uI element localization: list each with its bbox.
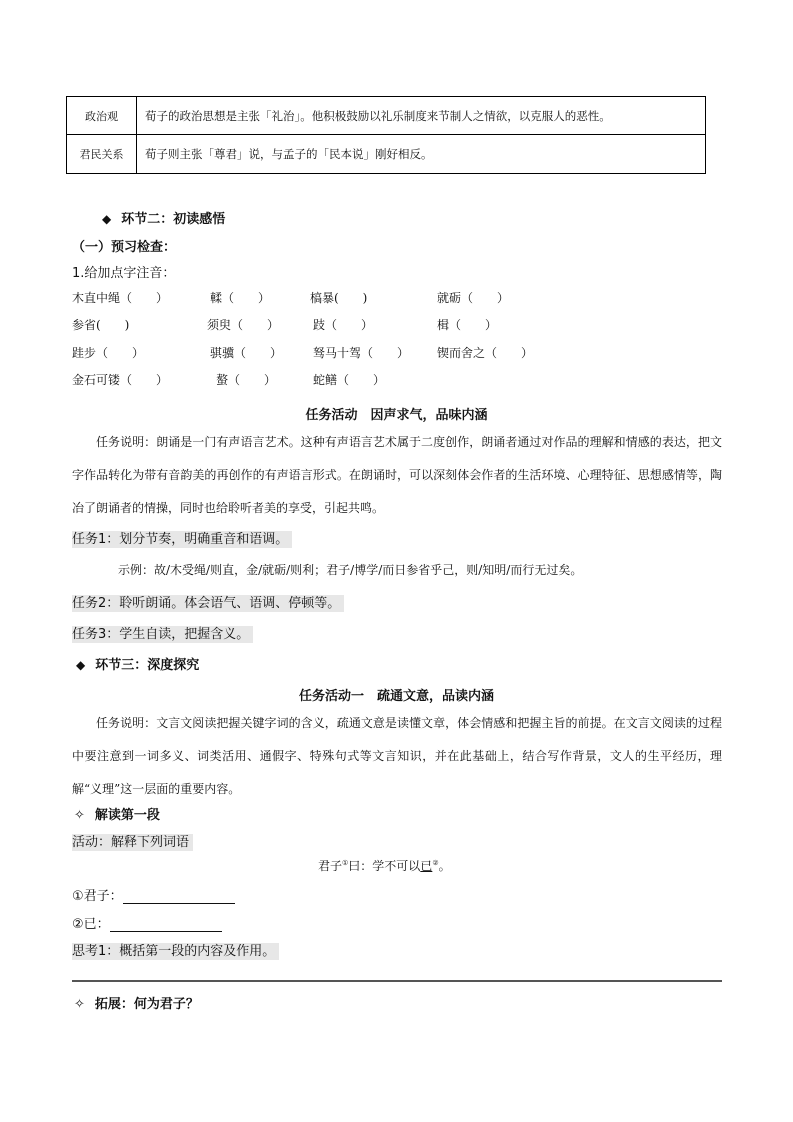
quote-part: 曰：学不可以 bbox=[348, 859, 421, 873]
section2-heading-line bbox=[102, 208, 225, 227]
item-1-label: ①君子： bbox=[72, 889, 123, 904]
pinyin-item: 楫（ ） bbox=[437, 318, 498, 332]
section2-sub: （一）预习检查： bbox=[72, 240, 177, 255]
table-cell-label: 政治观 bbox=[67, 97, 137, 134]
pinyin-item: 驽马十驾（ ） bbox=[313, 346, 410, 360]
pinyin-item: 螯（ ） bbox=[216, 373, 277, 387]
info-table bbox=[66, 96, 706, 174]
example-text: 示例：故/木受绳/则直，金/就砺/则利；君子/博学/而日参省乎己，则/知明/而行无过矣。 bbox=[118, 563, 583, 577]
pinyin-item: 跬步（ ） bbox=[72, 346, 145, 360]
extension-heading-line bbox=[74, 993, 199, 1012]
activity-title: 任务活动一 疏通文意，品读内涵 bbox=[298, 689, 494, 704]
section3-heading: 环节三：深度探究 bbox=[95, 658, 200, 673]
footnote-mark: ① bbox=[342, 859, 349, 867]
table-cell-content: 荀子则主张「尊君」说，与孟子的「民本说」刚好相反。 bbox=[145, 147, 433, 161]
table-row bbox=[67, 97, 705, 135]
para1-heading: 解读第一段 bbox=[94, 808, 160, 823]
task-1: 任务1：划分节奏，明确重音和语调。 bbox=[72, 531, 292, 548]
quote-part: 。 bbox=[438, 859, 451, 873]
section2-heading: 环节二：初读感悟 bbox=[121, 212, 226, 227]
answer-blank[interactable] bbox=[123, 889, 235, 904]
pinyin-item: 锲而舍之（ ） bbox=[437, 346, 534, 360]
pinyin-item: 跂（ ） bbox=[313, 318, 374, 332]
four-pointed-star-icon: ✧ bbox=[74, 997, 85, 1012]
item-2-line bbox=[72, 913, 222, 932]
pinyin-item: 骐骥（ ） bbox=[210, 346, 283, 360]
item-1-line bbox=[72, 885, 235, 904]
section3-heading-line bbox=[76, 654, 199, 673]
task-description: 任务说明：文言文阅读把握关键字词的含义，疏通文意是读懂文章，体会情感和把握主旨的前提。在文言文阅读的过程中要注意到一词多义、词类活用、通假字、特殊句式等文言知识，并在此基础上，结合写作背景，文人的生平经历，理解“义理”这一层面的重要内容。 bbox=[72, 716, 722, 796]
pinyin-item: 须臾（ ） bbox=[207, 318, 280, 332]
quote-line bbox=[318, 857, 451, 874]
pinyin-item: 輮（ ） bbox=[210, 291, 271, 305]
pinyin-item: 金石可镂（ ） bbox=[72, 373, 169, 387]
quote-underlined: 已 bbox=[420, 859, 433, 873]
divider bbox=[72, 980, 722, 982]
activity-title: 任务活动 因声求气，品味内涵 bbox=[305, 408, 488, 423]
table-cell-label: 君民关系 bbox=[67, 135, 137, 173]
diamond-icon: ◆ bbox=[76, 658, 86, 672]
pinyin-item: 槁暴( ) bbox=[310, 291, 368, 305]
item-2-label: ②已： bbox=[72, 917, 110, 932]
table-row bbox=[67, 135, 705, 173]
extension-heading: 拓展：何为君子？ bbox=[94, 997, 199, 1012]
think-1: 思考1：概括第一段的内容及作用。 bbox=[72, 943, 279, 960]
pinyin-item: 参省( ) bbox=[72, 318, 130, 332]
task-description: 任务说明：朗诵是一门有声语言艺术。这种有声语言艺术属于二度创作，朗诵者通过对作品的理解和情感的表达，把文字作品转化为带有音韵美的再创作的有声语言形式。在朗诵时，可以深刻体会作者的生活环境、心理特征、思想感情等，陶冶了朗诵者的情操，同时也给聆听者美的享受，引起共鸣。 bbox=[72, 435, 722, 515]
task-3: 任务3：学生自读，把握含义。 bbox=[72, 626, 253, 643]
answer-blank[interactable] bbox=[110, 917, 222, 932]
pinyin-item: 就砺（ ） bbox=[437, 291, 510, 305]
para1-heading-line bbox=[74, 804, 160, 823]
pinyin-item: 蛇鳝（ ） bbox=[313, 373, 386, 387]
question-1: 1.给加点字注音： bbox=[72, 266, 176, 281]
pinyin-item: 木直中绳（ ） bbox=[72, 291, 169, 305]
footnote-mark: ② bbox=[432, 859, 439, 867]
quote-part: 君子 bbox=[318, 859, 343, 873]
diamond-icon: ◆ bbox=[102, 212, 112, 226]
four-pointed-star-icon: ✧ bbox=[74, 808, 85, 823]
table-cell-content: 荀子的政治思想是主张「礼治」。他积极鼓励以礼乐制度来节制人之情欲，以克服人的恶性。 bbox=[145, 108, 611, 123]
task-2: 任务2：聆听朗诵。体会语气、语调、停顿等。 bbox=[72, 595, 344, 612]
activity-label: 活动：解释下列词语 bbox=[72, 834, 193, 851]
